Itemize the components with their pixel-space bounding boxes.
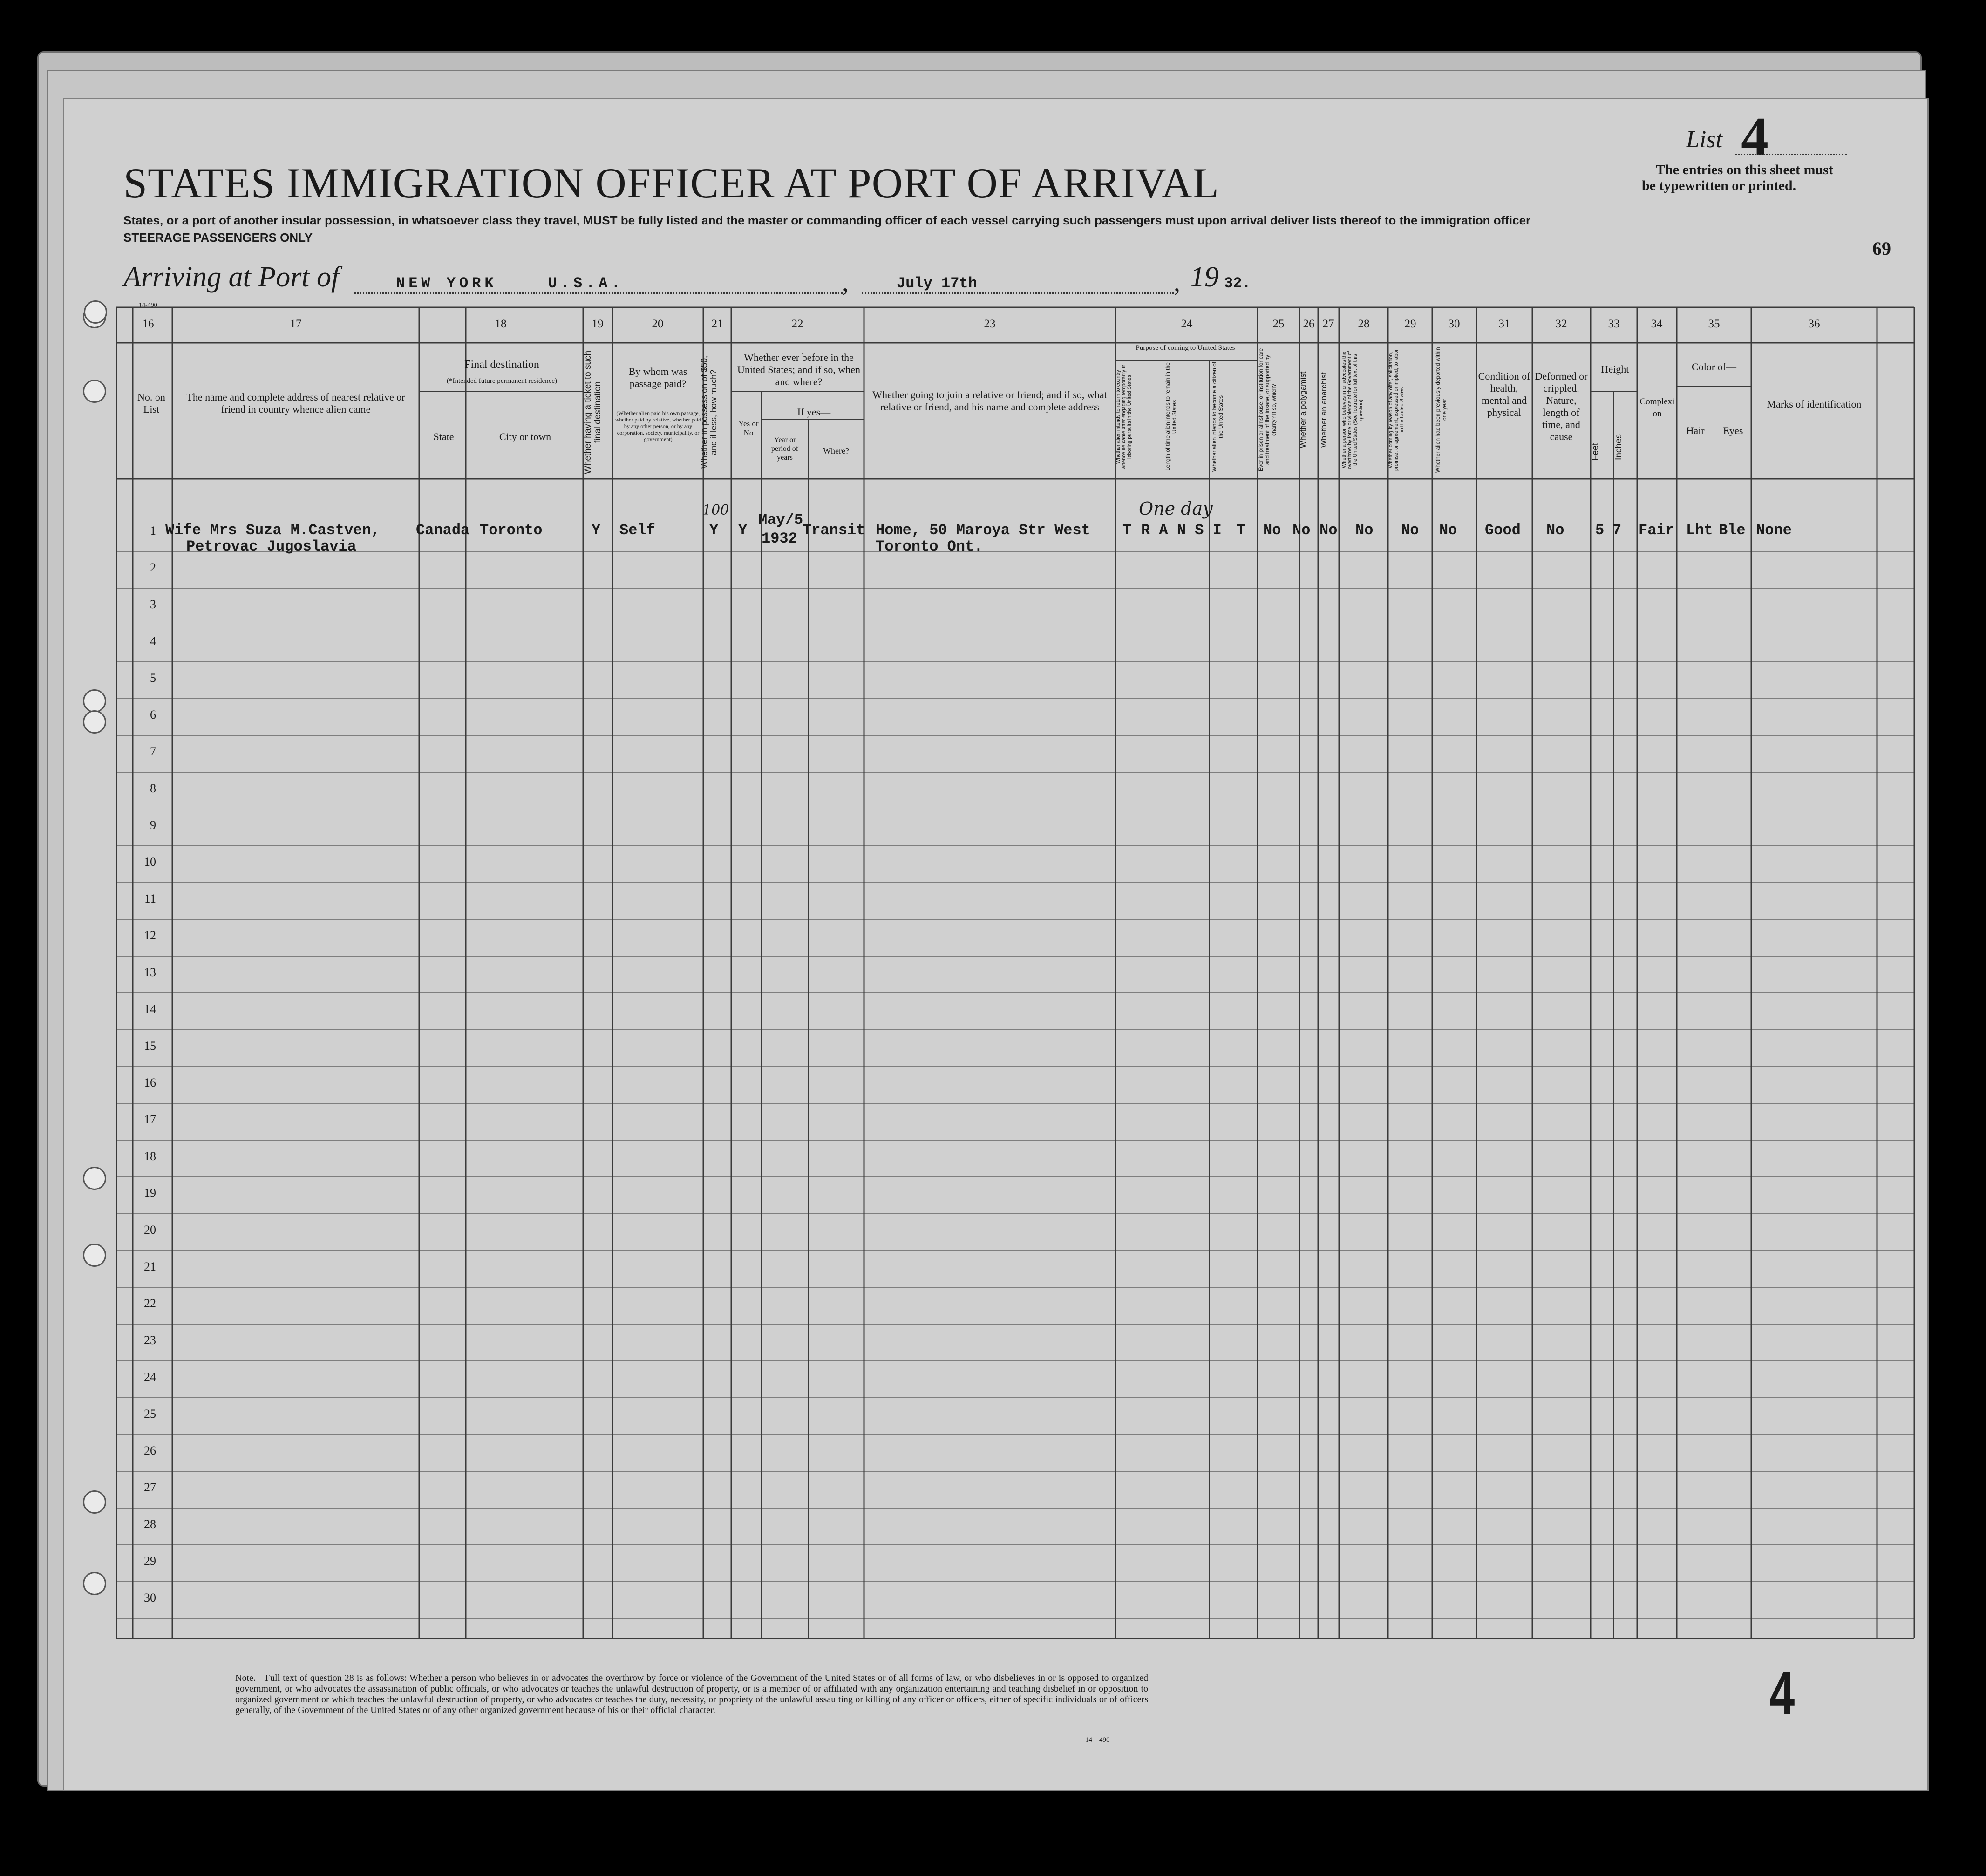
entry-relative-line2: Petrovac Jugoslavia [186,538,356,555]
row-number: 16 [144,1076,156,1089]
comma-separator: , [1174,268,1180,297]
row-number: 14 [144,1002,156,1016]
entry-hair: Lht [1686,522,1713,539]
row-number: 6 [150,708,156,721]
year-prefix: 19 [1190,261,1219,293]
row-number: 18 [144,1149,156,1163]
header-prison: Ever in prison or almshouse, or institution for care and treatment of the insane, or supported by charity? If so, which? [1258,348,1277,472]
footer-note: Note.—Full text of question 28 is as follows: Whether a person who believes in or advocates the overthrow by force or violence of the Government of the United States or of all forms of law, or who disbelieves in or is opposed to organized government, or who advocates the assassination of public officials, or who advocates or teaches the unlawful destruction of property, or is a member of or affiliated with any organization entertaining and teaching disbelief in or opposition to organized government or which teaches the unlawful destruction of property, or who advocates or teaches the duty, necessity, or propriety of the unlawful assaulting or killing of any officer or officers, either of specific individuals or of officers generally, of the Government of the United States or of any other organized government because of his or their official character. [235,1673,1148,1715]
row-number: 25 [144,1407,156,1421]
page-number: 4 [1769,1659,1795,1727]
header-feet: Feet [1591,442,1600,461]
row-number: 2 [150,561,156,574]
row-number: 7 [150,745,156,758]
header-passage-paid: By whom was passage paid? [628,366,687,389]
row-number: 4 [150,634,156,648]
row-number: 30 [144,1591,156,1604]
header-hair: Hair [1686,425,1705,436]
row-number: 24 [144,1370,156,1384]
header-if-yes: If yes— [797,406,831,418]
column-number: 34 [1651,318,1663,330]
row-number: 8 [150,782,156,795]
header-color-of: Color of— [1692,361,1736,373]
column-number: 21 [711,318,723,330]
entry-city: Toronto [480,522,543,539]
entry-state: Canada [416,522,470,539]
header-overthrow: Whether a person who believes in or advocates the overthrow by force or violence of the Government of the United States (See footnote for full text of this question) [1341,351,1364,469]
row-number: 19 [144,1186,156,1200]
column-number: 30 [1448,318,1460,330]
row-number: 13 [144,965,156,979]
row-number: 22 [144,1297,156,1310]
header-money: Whether in possession of $50, and if less, how much? [700,355,718,469]
row-number: 5 [150,671,156,685]
entry-purpose-length: R A N S I [1141,522,1222,539]
row-number: 10 [144,855,156,869]
entry-before-yesno: Y [738,522,748,539]
entry-joining-line2: Toronto Ont. [876,538,983,555]
arrival-date: July 17th [897,275,977,292]
column-number: 24 [1181,318,1193,330]
typewritten-note-line1: The entries on this sheet must [1656,162,1833,177]
entry-ticket: Y [592,522,601,539]
entry-overthrow: No [1355,522,1374,539]
header-health: Condition of health, mental and physical [1478,370,1530,418]
header-deported: Whether alien had been previously deported within one year [1435,347,1448,473]
entry-deported: No [1439,522,1457,539]
column-number: 33 [1608,318,1620,330]
row-number: 1 [150,524,156,537]
column-number: 29 [1404,318,1416,330]
row-number: 23 [144,1333,156,1347]
form-code-top: 14-490 [139,302,157,309]
entry-prison: No [1263,522,1281,539]
header-polygamist: Whether a polygamist [1299,371,1307,449]
column-number: 20 [652,318,664,330]
header-deformed: Deformed or crippled. Nature, length of time, and cause [1535,370,1588,442]
comma-separator: , [842,268,849,297]
steerage-label: STEERAGE PASSENGERS ONLY [123,231,313,245]
header-no-on-list: No. on List [137,391,165,415]
row-number: 9 [150,818,156,832]
header-marks: Marks of identification [1767,398,1862,410]
column-number: 26 [1303,318,1315,330]
header-complexion: Complexion [1639,397,1675,419]
row-number: 26 [144,1444,156,1457]
entry-joining-line1: Home, 50 Maroya Str West [876,522,1090,539]
entry-before-year-line1: May/5 [758,511,803,529]
header-final-destination: Final destination [464,359,539,371]
header-where: Where? [823,446,849,455]
entry-deformed: No [1546,522,1564,539]
column-number: 22 [791,318,803,330]
header-anarchist: Whether an anarchist [1319,372,1328,448]
row-number: 21 [144,1260,156,1273]
entry-before-where: Transit [803,522,865,539]
header-state: State [433,431,454,442]
row-number: 28 [144,1517,156,1531]
entry-polygamist: No [1292,522,1311,539]
subtitle: States, or a port of another insular possession, in whatsoever class they travel, MUST be fully listed and the master or commanding officer of each vessel carrying such passengers must upon arrival deliver lists thereof to the immigration officer [123,213,1531,227]
row-number: 17 [144,1113,156,1126]
entry-marks: None [1756,522,1792,539]
row-number: 27 [144,1481,156,1494]
entry-anarchist: No [1319,522,1338,539]
header-inches: Inches [1614,434,1624,460]
column-number: 17 [290,318,302,330]
entry-inches: 7 [1612,522,1622,539]
page-title: STATES IMMIGRATION OFFICER AT PORT OF ARRIVAL [123,159,1219,207]
entry-money-note: 100 [702,502,729,518]
list-number: 4 [1741,106,1768,167]
header-city: City or town [499,431,551,442]
column-number: 18 [495,318,507,330]
column-number: 16 [142,318,154,330]
year-suffix: 32. [1224,275,1251,292]
column-number: 25 [1272,318,1285,330]
column-number: 32 [1555,318,1567,330]
column-number: 36 [1808,318,1820,330]
port-value: NEW YORK U.S.A. [396,275,624,292]
entry-feet: 5 [1595,522,1605,539]
header-relative: The name and complete address of nearest relative or friend in country whence alien came [186,391,405,415]
entry-purpose-citizen: T [1237,522,1246,539]
header-ever-before: Whether ever before in the United States; and if so, when and where? [737,352,860,387]
header-passage-note: (Whether alien paid his own passage, whether paid by relative, whether paid by any other person, or by any corporation, society, municipality, or government) [615,410,701,442]
entry-purpose-return: T [1122,522,1132,539]
header-year-period: Year or period of years [771,436,799,462]
column-number: 27 [1322,318,1334,330]
row-number: 11 [144,892,156,905]
header-purpose-length: Length of time alien intends to remain in the United States [1164,362,1177,471]
header-purpose: Purpose of coming to United States [1136,344,1235,352]
header-final-destination-note: (*Intended future permanent residence) [447,377,557,385]
header-eyes: Eyes [1723,425,1743,436]
header-labor: Whether coming by reason of any offer, solicitation, promise, or agreement, expressed or implied, to labor in the United States [1388,349,1405,471]
row-number: 29 [144,1554,156,1568]
row-number: 15 [144,1039,156,1053]
column-number: 19 [592,318,604,330]
typewritten-note-line2: be typewritten or printed. [1642,178,1796,193]
column-number: 35 [1708,318,1720,330]
entry-health: Good [1485,522,1521,539]
entry-purpose-length-note: One day [1139,498,1213,519]
header-ticket: Whether having a ticket to such final destination [583,350,603,474]
entry-labor: No [1401,522,1419,539]
entry-eyes: Ble [1719,522,1746,539]
entry-relative-line1: Wife Mrs Suza M.Castven, [165,522,380,539]
list-label: List [1686,126,1723,153]
footer-form-code: 14—490 [1085,1736,1110,1744]
entry-paid-by: Self [619,522,655,539]
column-number: 28 [1358,318,1370,330]
column-number: 23 [984,318,996,330]
header-yes-no: Yes or No [738,419,759,437]
header-purpose-citizen: Whether alien intends to become a citizen of the United States [1211,361,1224,472]
header-height: Height [1601,363,1629,375]
entry-money: Y [709,522,719,539]
row-number: 12 [144,929,156,942]
header-purpose-return: Whether alien intends to return to country whence he came after engaging temporarily in laboring pursuits in the United States [1115,364,1132,469]
row-number: 3 [150,598,156,611]
entry-complexion: Fair [1639,522,1674,539]
header-joining: Whether going to join a relative or friend; and if so, what relative or friend, and his name and complete address [872,389,1107,413]
arriving-label: Arriving at Port of [123,261,340,293]
row-number: 20 [144,1223,156,1237]
sheet-number: 69 [1872,238,1891,259]
column-number: 31 [1498,318,1510,330]
entry-before-year-line2: 1932 [762,530,797,547]
